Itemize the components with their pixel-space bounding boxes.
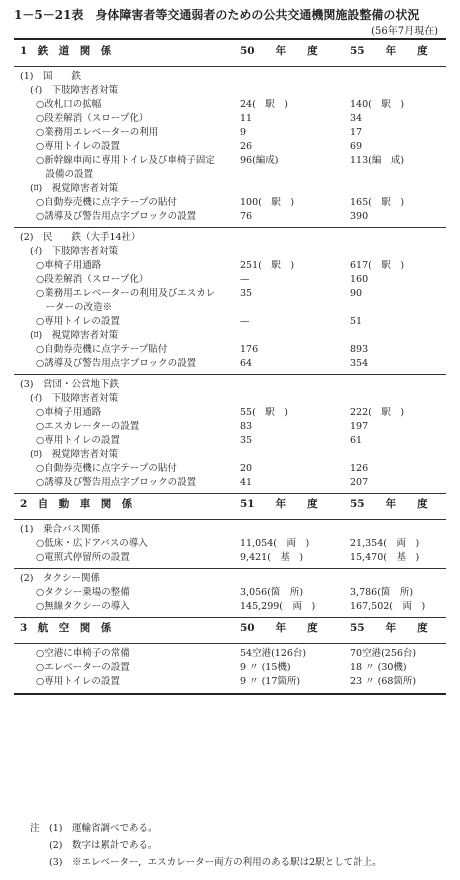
table-row (0, 70, 460, 84)
value-col-2: 51 (350, 316, 363, 327)
section-rule (14, 227, 446, 228)
value-col-2: 69 (350, 141, 363, 152)
row-label: (ﾛ) 視覚障害者対策 (30, 449, 119, 460)
table-row (0, 661, 460, 675)
row-label: (ﾛ) 視覚障害者対策 (30, 183, 119, 194)
row-label: ○新幹線車両に専用トイレ及び車椅子固定 (36, 155, 215, 166)
table-row (0, 112, 460, 126)
table-row (0, 84, 460, 98)
value-col-1: 9 〃 (17箇所) (240, 676, 301, 687)
table-row (0, 301, 460, 315)
value-col-1: 76 (240, 211, 253, 222)
value-col-1: 20 (240, 463, 253, 474)
table-row (0, 537, 460, 551)
table-row (0, 98, 460, 112)
row-label: ○段差解消（スロープ化） (36, 274, 149, 285)
section-rule (14, 568, 446, 569)
value-col-2: 140( 駅 ) (350, 99, 405, 110)
row-label: ○電照式停留所の設置 (36, 552, 130, 563)
row-label: ○エスカレーターの設置 (36, 421, 140, 432)
table-row (0, 675, 460, 689)
row-label: ○エレベーターの設置 (36, 662, 130, 673)
value-col-1: — (240, 274, 250, 285)
row-label: ○車椅子用通路 (36, 407, 102, 418)
value-col-1: 100( 駅 ) (240, 197, 295, 208)
note-line: 注 (1) 運輸省調べである。 (30, 823, 158, 834)
value-col-2: 126 (350, 463, 369, 474)
table-row (0, 572, 460, 586)
table-row (0, 462, 460, 476)
table-row (0, 273, 460, 287)
note-line: (3) ※エレベーター，エスカレーター両方の利用のある駅は2駅として計上。 (30, 857, 382, 868)
value-col-2: 55 年 度 (350, 622, 428, 634)
row-label: 3 航 空 関 係 (20, 622, 112, 634)
row-label: 設備の設置 (36, 169, 94, 180)
value-col-2: 390 (350, 211, 369, 222)
row-label: ○専用トイレの設置 (36, 141, 120, 152)
row-label: ーターの改造※ (36, 302, 113, 313)
table-row (0, 287, 460, 301)
value-col-2: 55 年 度 (350, 498, 428, 510)
table-row (0, 182, 460, 196)
row-label: ○専用トイレの設置 (36, 435, 120, 446)
table-row (0, 343, 460, 357)
table-row (0, 420, 460, 434)
value-col-1: 41 (240, 477, 253, 488)
row-label: ○自動券売機に点字テープの貼付 (36, 463, 177, 474)
row-label: 2 自 動 車 関 係 (20, 498, 133, 510)
row-label: ○車椅子用通路 (36, 260, 102, 271)
value-col-1: — (240, 316, 250, 327)
section-rule (14, 519, 446, 520)
row-label: (1) 国 鉄 (20, 71, 81, 82)
value-col-2: 61 (350, 435, 363, 446)
row-label: ○無線タクシーの導入 (36, 601, 130, 612)
table-row (0, 154, 460, 168)
value-col-2: 18 〃 (30機) (350, 662, 407, 673)
row-label: (ｲ) 下肢障害者対策 (30, 246, 119, 257)
value-col-2: 617( 駅 ) (350, 260, 405, 271)
table-row (0, 523, 460, 537)
value-col-1: 35 (240, 435, 253, 446)
row-label: ○業務用エレベーターの利用 (36, 127, 159, 138)
table-row (0, 357, 460, 371)
row-label: ○業務用エレベーターの利用及びエスカレ (36, 288, 216, 299)
row-label: ○誘導及び警告用点字ブロックの設置 (36, 477, 197, 488)
row-label: ○専用トイレの設置 (36, 676, 120, 687)
value-col-1: 9 〃 (15機) (240, 662, 291, 673)
table-row (0, 647, 460, 661)
table-row (0, 315, 460, 329)
row-label: ○改札口の拡幅 (36, 99, 102, 110)
row-label: ○段差解消（スロープ化） (36, 113, 149, 124)
value-col-2: 70空港(256台) (350, 648, 417, 659)
value-col-1: 50 年 度 (240, 45, 318, 57)
value-col-2: 893 (350, 344, 369, 355)
value-col-2: 197 (350, 421, 369, 432)
row-label: ○専用トイレの設置 (36, 316, 120, 327)
table-row (0, 231, 460, 245)
value-col-2: 3,786(箇 所) (350, 587, 414, 598)
value-col-2: 34 (350, 113, 363, 124)
value-col-1: 9 (240, 127, 247, 138)
value-col-1: 24( 駅 ) (240, 99, 289, 110)
value-col-2: 222( 駅 ) (350, 407, 405, 418)
row-label: (ﾛ) 視覚障害者対策 (30, 330, 119, 341)
row-label: ○空港に車椅子の常備 (36, 648, 130, 659)
value-col-2: 160 (350, 274, 369, 285)
value-col-1: 3,056(箇 所) (240, 587, 304, 598)
table-row (0, 245, 460, 259)
value-col-1: 55( 駅 ) (240, 407, 289, 418)
table-row (0, 210, 460, 224)
table-row (0, 600, 460, 614)
row-label: (ｲ) 下肢障害者対策 (30, 393, 119, 404)
value-col-2: 21,354( 両 ) (350, 538, 420, 549)
table-row (0, 168, 460, 182)
notes (30, 820, 382, 871)
section-rule (14, 493, 446, 494)
value-col-1: 35 (240, 288, 253, 299)
value-col-2: 207 (350, 477, 369, 488)
table-row (0, 586, 460, 600)
value-col-2: 167,502( 両 ) (350, 601, 426, 612)
as-of-date: (56年7月現在) (371, 26, 438, 37)
value-col-2: 23 〃 (68箇所) (350, 676, 417, 687)
row-label: ○誘導及び警告用点字ブロックの設置 (36, 358, 197, 369)
value-col-2: 354 (350, 358, 369, 369)
value-col-2: 90 (350, 288, 363, 299)
value-col-1: 96(編成) (240, 155, 279, 166)
value-col-1: 26 (240, 141, 253, 152)
table-row (0, 392, 460, 406)
value-col-2: 15,470( 基 ) (350, 552, 420, 563)
row-label: ○タクシー乗場の整備 (36, 587, 130, 598)
section-header-row (0, 497, 460, 511)
table-row (0, 126, 460, 140)
value-col-1: 51 年 度 (240, 498, 318, 510)
table-row (0, 259, 460, 273)
section-header-row (0, 621, 460, 635)
table-row (0, 434, 460, 448)
value-col-1: 11 (240, 113, 253, 124)
table-row (0, 476, 460, 490)
value-col-1: 176 (240, 344, 259, 355)
table-row (0, 448, 460, 462)
value-col-1: 9,421( 基 ) (240, 552, 304, 563)
table-row (0, 329, 460, 343)
section-rule (14, 374, 446, 375)
value-col-1: 251( 駅 ) (240, 260, 295, 271)
row-label: 1 鉄 道 関 係 (20, 45, 112, 57)
table-row (0, 551, 460, 565)
value-col-1: 64 (240, 358, 253, 369)
note-line: (2) 数字は累計である。 (30, 840, 158, 851)
value-col-2: 165( 駅 ) (350, 197, 405, 208)
value-col-1: 54空港(126台) (240, 648, 307, 659)
section-rule (14, 643, 446, 644)
section-header-row (0, 44, 460, 58)
value-col-1: 11,054( 両 ) (240, 538, 310, 549)
value-col-1: 50 年 度 (240, 622, 318, 634)
table-row (0, 378, 460, 392)
row-label: (1) 乗合バス関係 (20, 524, 100, 535)
table-row (0, 196, 460, 210)
table-title: 1－5－21表 身体障害者等交通弱者のための公共交通機関施設整備の状況 (14, 8, 420, 22)
value-col-2: 17 (350, 127, 363, 138)
row-label: ○自動券売機に点字テープの貼付 (36, 197, 177, 208)
row-label: ○誘導及び警告用点字ブロックの設置 (36, 211, 197, 222)
row-label: ○低床・広ドアバスの導入 (36, 538, 148, 549)
row-label: ○自動券売機に点字テープ貼付 (36, 344, 168, 355)
value-col-2: 55 年 度 (350, 45, 428, 57)
table-row (0, 140, 460, 154)
top-rule (14, 38, 446, 40)
row-label: (ｲ) 下肢障害者対策 (30, 85, 119, 96)
value-col-2: 113(編 成) (350, 155, 405, 166)
bottom-rule (14, 693, 446, 695)
value-col-1: 145,299( 両 ) (240, 601, 316, 612)
table-row (0, 406, 460, 420)
row-label: (3) 営団・公営地下鉄 (20, 379, 119, 390)
section-rule (14, 66, 446, 67)
value-col-1: 83 (240, 421, 253, 432)
row-label: (2) 民 鉄（大手14社） (20, 232, 141, 243)
section-rule (14, 617, 446, 618)
row-label: (2) タクシー関係 (20, 573, 100, 584)
